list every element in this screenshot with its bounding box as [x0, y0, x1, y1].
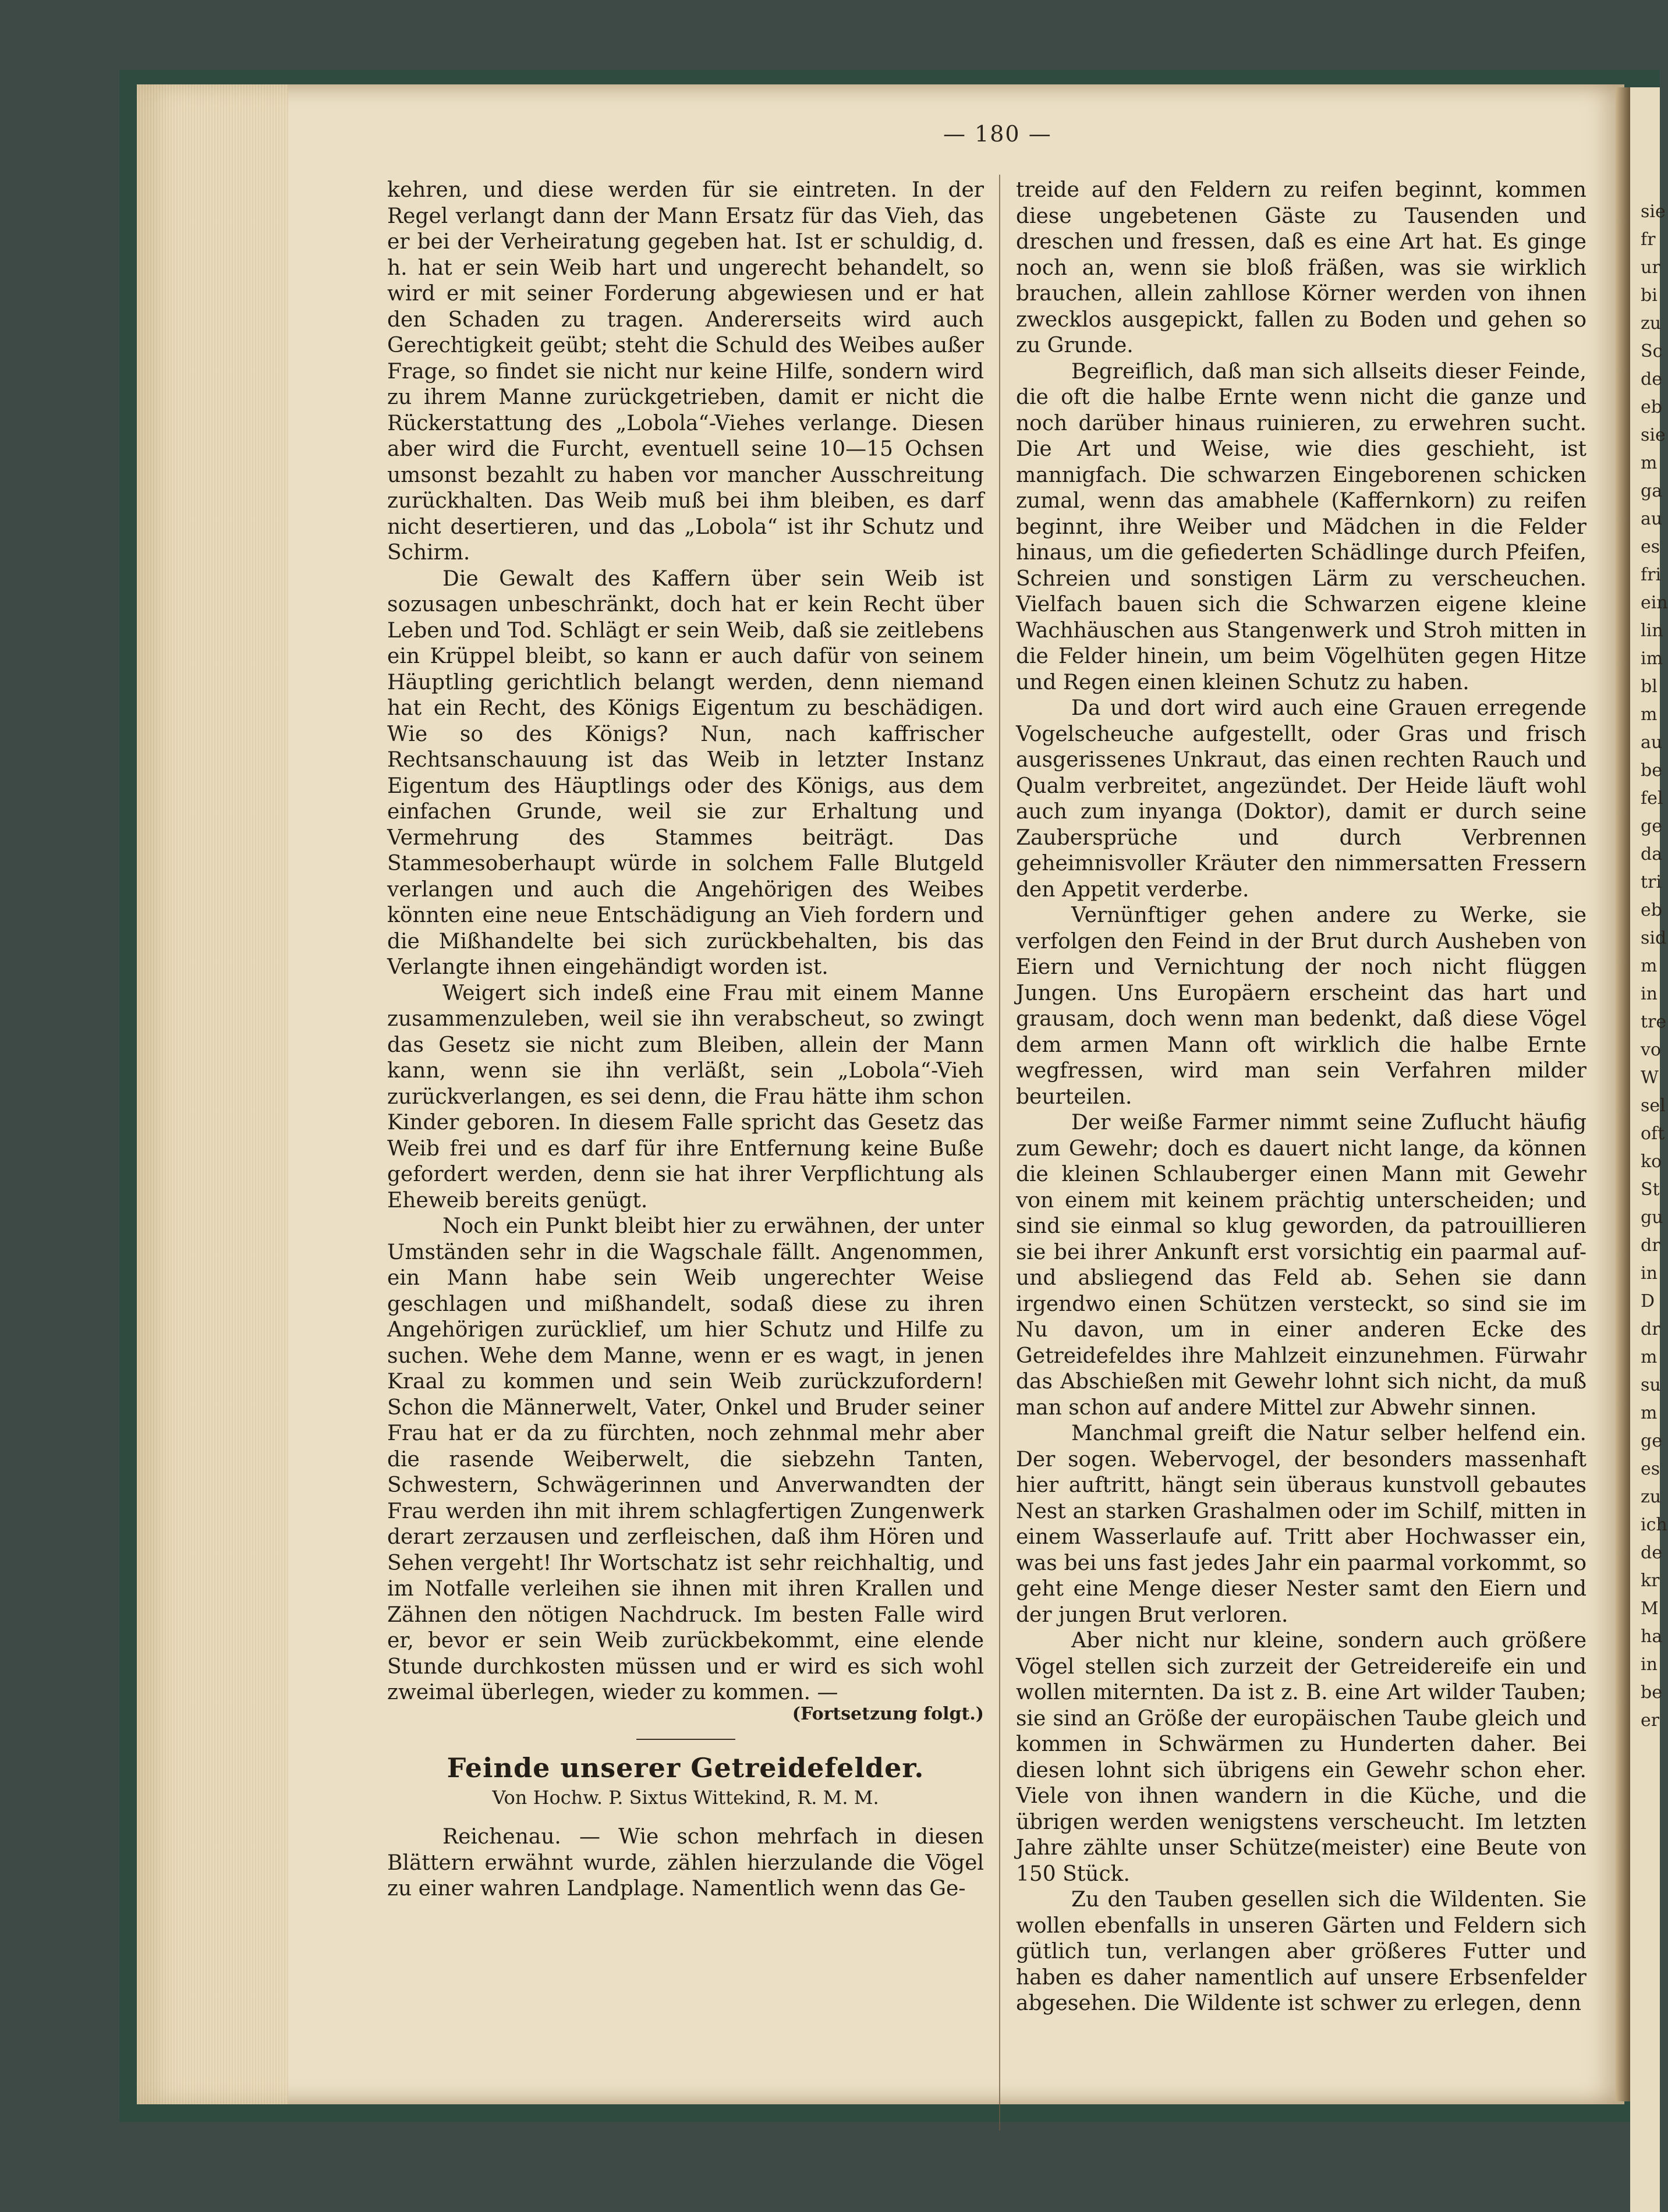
next-page-text-fragment: kr — [1641, 1571, 1660, 1591]
paragraph: Vernünftiger gehen andere zu Werke, sie verfolgen den Feind in der Brut durch Ausheben von Eiern und Vernichtung der noch nicht flüggen Jungen. Uns Europäern erscheint das hart und grausam, doch wenn man bedenkt, daß diese Vögel dem armen Mann oft wirklich die halbe Ernte wegfressen, wird man sein Verfahren milder beurteilen. — [1016, 903, 1586, 1109]
paragraph: Die Gewalt des Kaffern über sein Weib ist sozusagen unbeschränkt, doch hat er kein Recht über Leben und Tod. Schlägt er sein Weib, daß sie zeitlebens ein Krüppel bleibt, so kann er auch dafür von seinem Häuptling gerichtlich belangt werden, denn niemand hat ein Recht, des Königs Eigentum zu beschädigen. Wie so des Königs? Nun, nach kaffrischer Rechtsanschauung ist das Weib in letzter Instanz Eigentum des Häuptlings oder des Königs, aus dem einfachen Grunde, weil sie zur Erhaltung und Vermehrung des Stammes beiträgt. Das Stammesoberhaupt würde in solchem Falle Blutgeld verlangen und auch die Angehörigen des Weibes könnten eine neue Entschädigung an Vieh fordern und die Mißhandelte bei sich zurückbehalten, bis das Verlangte ihnen eingehändigt worden ist. — [387, 566, 984, 979]
right-column-body — [1016, 178, 1586, 2017]
left-column-body — [387, 178, 984, 1706]
page-number: — 180 — — [943, 121, 1052, 147]
next-page-text-fragment: im — [1641, 648, 1663, 669]
next-page-text-fragment: D — [1641, 1291, 1655, 1311]
paragraph: Aber nicht nur kleine, sondern auch größere Vögel stellen sich zurzeit der Getreidereife ein und wollen miternten. Da ist z. B. eine Art wilder Tauben; sie sind an Größe der europäischen Taube gleich und kommen in Schwärmen zu Hunderten daher. Bei diesen lohnt sich übrigens ein Gewehr schon eher. Viele von ihnen wandern in die Küche, und die übrigen werden wenigstens verscheucht. Im letzten Jahre zählte unser Schütze(meister) eine Beute von 150 Stück. — [1016, 1629, 1586, 1886]
next-page-text-fragment: de — [1641, 369, 1662, 389]
column-divider — [999, 175, 1000, 2131]
paragraph: Da und dort wird auch eine Grauen erregende Vogelscheuche aufgestellt, oder Gras und frisch ausgerissenes Unkraut, das einen rechten Rauch und Qualm verbreitet, angezündet. Der Heide läuft wohl auch zum inyanga (Doktor), damit er durch seine Zaubersprüche und durch Verbrennen geheimnisvoller Kräuter den nimmersatten Fressern den Appetit verderbe. — [1016, 696, 1586, 902]
next-page-text-fragment: fel — [1641, 788, 1663, 809]
next-page-text-fragment: Sc — [1641, 341, 1663, 361]
next-page-text-fragment: vo — [1641, 1040, 1662, 1060]
article-byline: Von Hochw. P. Sixtus Wittekind, R. M. M. — [492, 1786, 879, 1809]
next-page-text-fragment: dr — [1641, 1319, 1660, 1339]
next-page-text-fragment: es — [1641, 537, 1660, 557]
next-page-text-fragment: in — [1641, 984, 1658, 1004]
next-page-text-fragment: in — [1641, 1654, 1658, 1675]
continued-note: (Fortsetzung folgt.) — [792, 1703, 984, 1724]
next-page-text-fragment: bl — [1641, 676, 1658, 697]
next-page-text-fragment: er — [1641, 1710, 1660, 1731]
next-page-text-fragment: be — [1641, 760, 1662, 781]
next-page-text-fragment: ein — [1641, 593, 1668, 613]
next-page-text-fragment: tri — [1641, 872, 1662, 892]
next-page-text-fragment: m — [1641, 453, 1658, 473]
next-page-text-fragment: ge — [1641, 816, 1662, 836]
next-page-text-fragment: fr — [1641, 229, 1656, 250]
next-page-text-fragment: eb — [1641, 900, 1662, 920]
right-column — [1016, 178, 1586, 2017]
next-page-text-fragment: de — [1641, 1543, 1662, 1563]
paragraph: Der weiße Farmer nimmt seine Zuflucht häufig zum Gewehr; doch es dauert nicht lange, da können die kleinen Schlauberger einen Mann mit Gewehr von einem mit keinem prächtig unterscheiden; und sind sie einmal so klug geworden, da patrouillieren sie bei ihrer Ankunft erst vorsichtig ein paarmal auf- und absliegend das Feld ab. Sehen sie dann irgendwo einen Schützen versteckt, so sind sie im Nu davon, um in einer anderen Ecke des Getreidefeldes ihre Mahlzeit einzunehmen. Fürwahr das Abschießen mit Gewehr lohnt sich nicht, da muß man schon auf andere Mittel zur Abwehr sinnen. — [1016, 1111, 1586, 1420]
next-page-text-fragment: St — [1641, 1179, 1660, 1200]
next-page-text-fragment: sel — [1641, 1096, 1666, 1116]
paragraph: kehren, und diese werden für sie eintreten. In der Regel verlangt dann der Mann Ersatz für das Vieh, das er bei der Verheiratung gegeben hat. Ist er schuldig, d. h. hat er sein Weib hart und ungerecht behandelt, so wird er mit seiner Forderung abgewiesen und er hat den Schaden zu tragen. Andererseits wird auch Gerechtigkeit geübt; steht die Schuld des Weibes außer Frage, so findet sie nicht nur keine Hilfe, sondern wird zu ihrem Manne zurückgetrieben, damit er nicht die Rückerstattung des „Lobola“-Viehes verlange. Diesen aber wird die Furcht, eventuell seine 10—15 Ochsen umsonst bezahlt zu haben vor mancher Ausschreitung zurückhalten. Das Weib muß bei ihm bleiben, es darf nicht desertieren, und das „Lobola“ ist ihr Schutz und Schirm. — [387, 178, 984, 565]
next-page-text-fragment: dr — [1641, 1235, 1660, 1256]
paragraph: Begreiflich, daß man sich allseits dieser Feinde, die oft die halbe Ernte wenn nicht die ganze und noch darüber hinaus ruinieren, zu erwehren sucht. Die Art und Weise, wie dies geschieht, ist mannigfach. Die schwarzen Eingeborenen schicken zumal, wenn das amabhele (Kaffernkorn) zu reifen beginnt, ihre Weiber und Mädchen in die Felder hinaus, um die gefiederten Schädlinge durch Pfeifen, Schreien und sonstigen Lärm zu verscheuchen. Vielfach bauen sich die Schwarzen eigene kleine Wachhäuschen aus Stangenwerk und Stroh mitten in die Felder hinein, um beim Vögelhüten gegen Hitze und Regen einen kleinen Schutz zu haben. — [1016, 359, 1586, 694]
paragraph: Zu den Tauben gesellen sich die Wildenten. Sie wollen ebenfalls in unseren Gärten und Feldern sich gütlich tun, verlangen aber größeres Futter und haben es daher namentlich auf unsere Erbsenfelder abgesehen. Die Wildente ist schwer zu erlegen, denn — [1016, 1888, 1586, 2015]
next-page-text-fragment: ich — [1641, 1515, 1667, 1535]
next-page-text-fragment: ko — [1641, 1151, 1662, 1172]
next-page-text-fragment: tre — [1641, 1012, 1667, 1032]
next-page-text-fragment: gu — [1641, 1207, 1663, 1228]
article-title: Feinde unserer Getreidefelder. — [447, 1752, 925, 1784]
next-page-text-fragment: sie — [1641, 201, 1666, 222]
next-page-text-fragment: m — [1641, 1403, 1658, 1423]
next-page-text-fragment: m — [1641, 1347, 1658, 1367]
next-page-text-fragment: ga — [1641, 481, 1663, 501]
next-page-text-fragment: fri — [1641, 565, 1662, 585]
next-page-text-fragment: bi — [1641, 285, 1658, 306]
next-page-text-fragment: sid — [1641, 928, 1667, 948]
next-page-text-fragment: au — [1641, 509, 1663, 529]
next-page-text-fragment: zu — [1641, 313, 1662, 334]
next-page-text-fragment: M — [1641, 1598, 1659, 1619]
paragraph: treide auf den Feldern zu reifen beginnt, kommen diese ungebetenen Gäste zu Tausenden und dreschen und fressen, daß es eine Art hat. Es ginge noch an, wenn sie bloß fräßen, was sie wirklich brauchen, allein zahllose Körner werden von ihnen zwecklos ausgepickt, fallen zu Boden und gehen so zu Grunde. — [1016, 178, 1586, 357]
next-page-text-fragment: sie — [1641, 425, 1666, 445]
next-page-text-fragment: lin — [1641, 621, 1663, 641]
next-page-text-fragment: zu — [1641, 1487, 1662, 1507]
next-page-text-fragment: su — [1641, 1375, 1661, 1395]
next-page-text-fragment: ha — [1641, 1626, 1663, 1647]
next-page-fragment — [1630, 87, 1668, 2212]
next-page-text-fragment: au — [1641, 732, 1663, 753]
next-page-text-fragment: oft — [1641, 1123, 1665, 1144]
article-intro — [387, 1824, 984, 1902]
left-column — [387, 178, 984, 1902]
next-page-text-fragment: m — [1641, 956, 1658, 976]
paragraph: Manchmal greift die Natur selber helfend ein. Der sogen. Webervogel, der besonders massenhaft hier auftritt, hängt sein überaus kunstvoll gebautes Nest an starken Grashalmen oder im Schilf, mitten in einem Wasserlaufe auf. Tritt aber Hochwasser ein, was bei uns fast jedes Jahr ein paarmal vorkommt, so geht eine Menge dieser Nester samt den Eiern und der jungen Brut verloren. — [1016, 1422, 1586, 1627]
next-page-text-fragment: da — [1641, 844, 1663, 864]
section-divider — [636, 1739, 735, 1740]
next-page-text-fragment: in — [1641, 1263, 1658, 1284]
next-page-text-fragment: m — [1641, 704, 1658, 725]
next-page-text-fragment: ge — [1641, 1431, 1662, 1451]
paragraph: Reichenau. — Wie schon mehrfach in diesen Blättern erwähnt wurde, zählen hierzulande die Vögel zu einer wahren Landplage. Namentlich wenn das Ge- — [387, 1825, 984, 1901]
paragraph: Weigert sich indeß eine Frau mit einem Manne zusammenzuleben, weil sie ihn verabscheut, so zwingt das Gesetz sie nicht zum Bleiben, allein der Mann kann, wenn sie ihn verläßt, sein „Lobola“-Vieh zurückverlangen, es sei denn, die Frau hätte ihm schon Kinder geboren. In diesem Falle spricht das Gesetz das Weib frei und es darf für ihre Entfernung keine Buße gefordert werden, denn sie hat ihrer Verpflichtung als Eheweib bereits genügt. — [387, 981, 984, 1213]
next-page-text-fragment: es — [1641, 1459, 1660, 1479]
next-page-text-fragment: be — [1641, 1682, 1662, 1703]
page-edges — [137, 84, 288, 2104]
paragraph: Noch ein Punkt bleibt hier zu erwähnen, der unter Umständen sehr in die Wagschale fällt. Angenommen, ein Mann habe sein Weib ungerechter Weise geschlagen und mißhandelt, sodaß diese zu ihren Angehörigen zurücklief, um hier Schutz und Hilfe zu suchen. Wehe dem Manne, wenn er es wagt, in jenen Kraal zu kommen und sein Weib zurückzufordern! Schon die Männerwelt, Vater, Onkel und Bruder seiner Frau hat er da zu fürchten, noch zehnmal mehr aber die rasende Weiberwelt, die siebzehn Tanten, Schwestern, Schwägerinnen und Anverwandten der Frau werden ihn mit ihrem schlagfertigen Zungenwerk derart zerzausen und zerfleischen, daß ihm Hören und Sehen vergeht! Ihr Wortschatz ist sehr reichhaltig, und im Notfalle verleihen sie ihnen mit ihren Krallen und Zähnen den nötigen Nachdruck. Im besten Falle wird er, bevor er sein Weib zurückbekommt, eine elende Stunde durchkosten müssen und er wird es sich wohl zweimal überlegen, wieder zu kommen. — — [387, 1214, 984, 1704]
next-page-text-fragment: W — [1641, 1068, 1659, 1088]
next-page-text-fragment: ur — [1641, 257, 1660, 278]
next-page-text-fragment: eb — [1641, 397, 1662, 417]
